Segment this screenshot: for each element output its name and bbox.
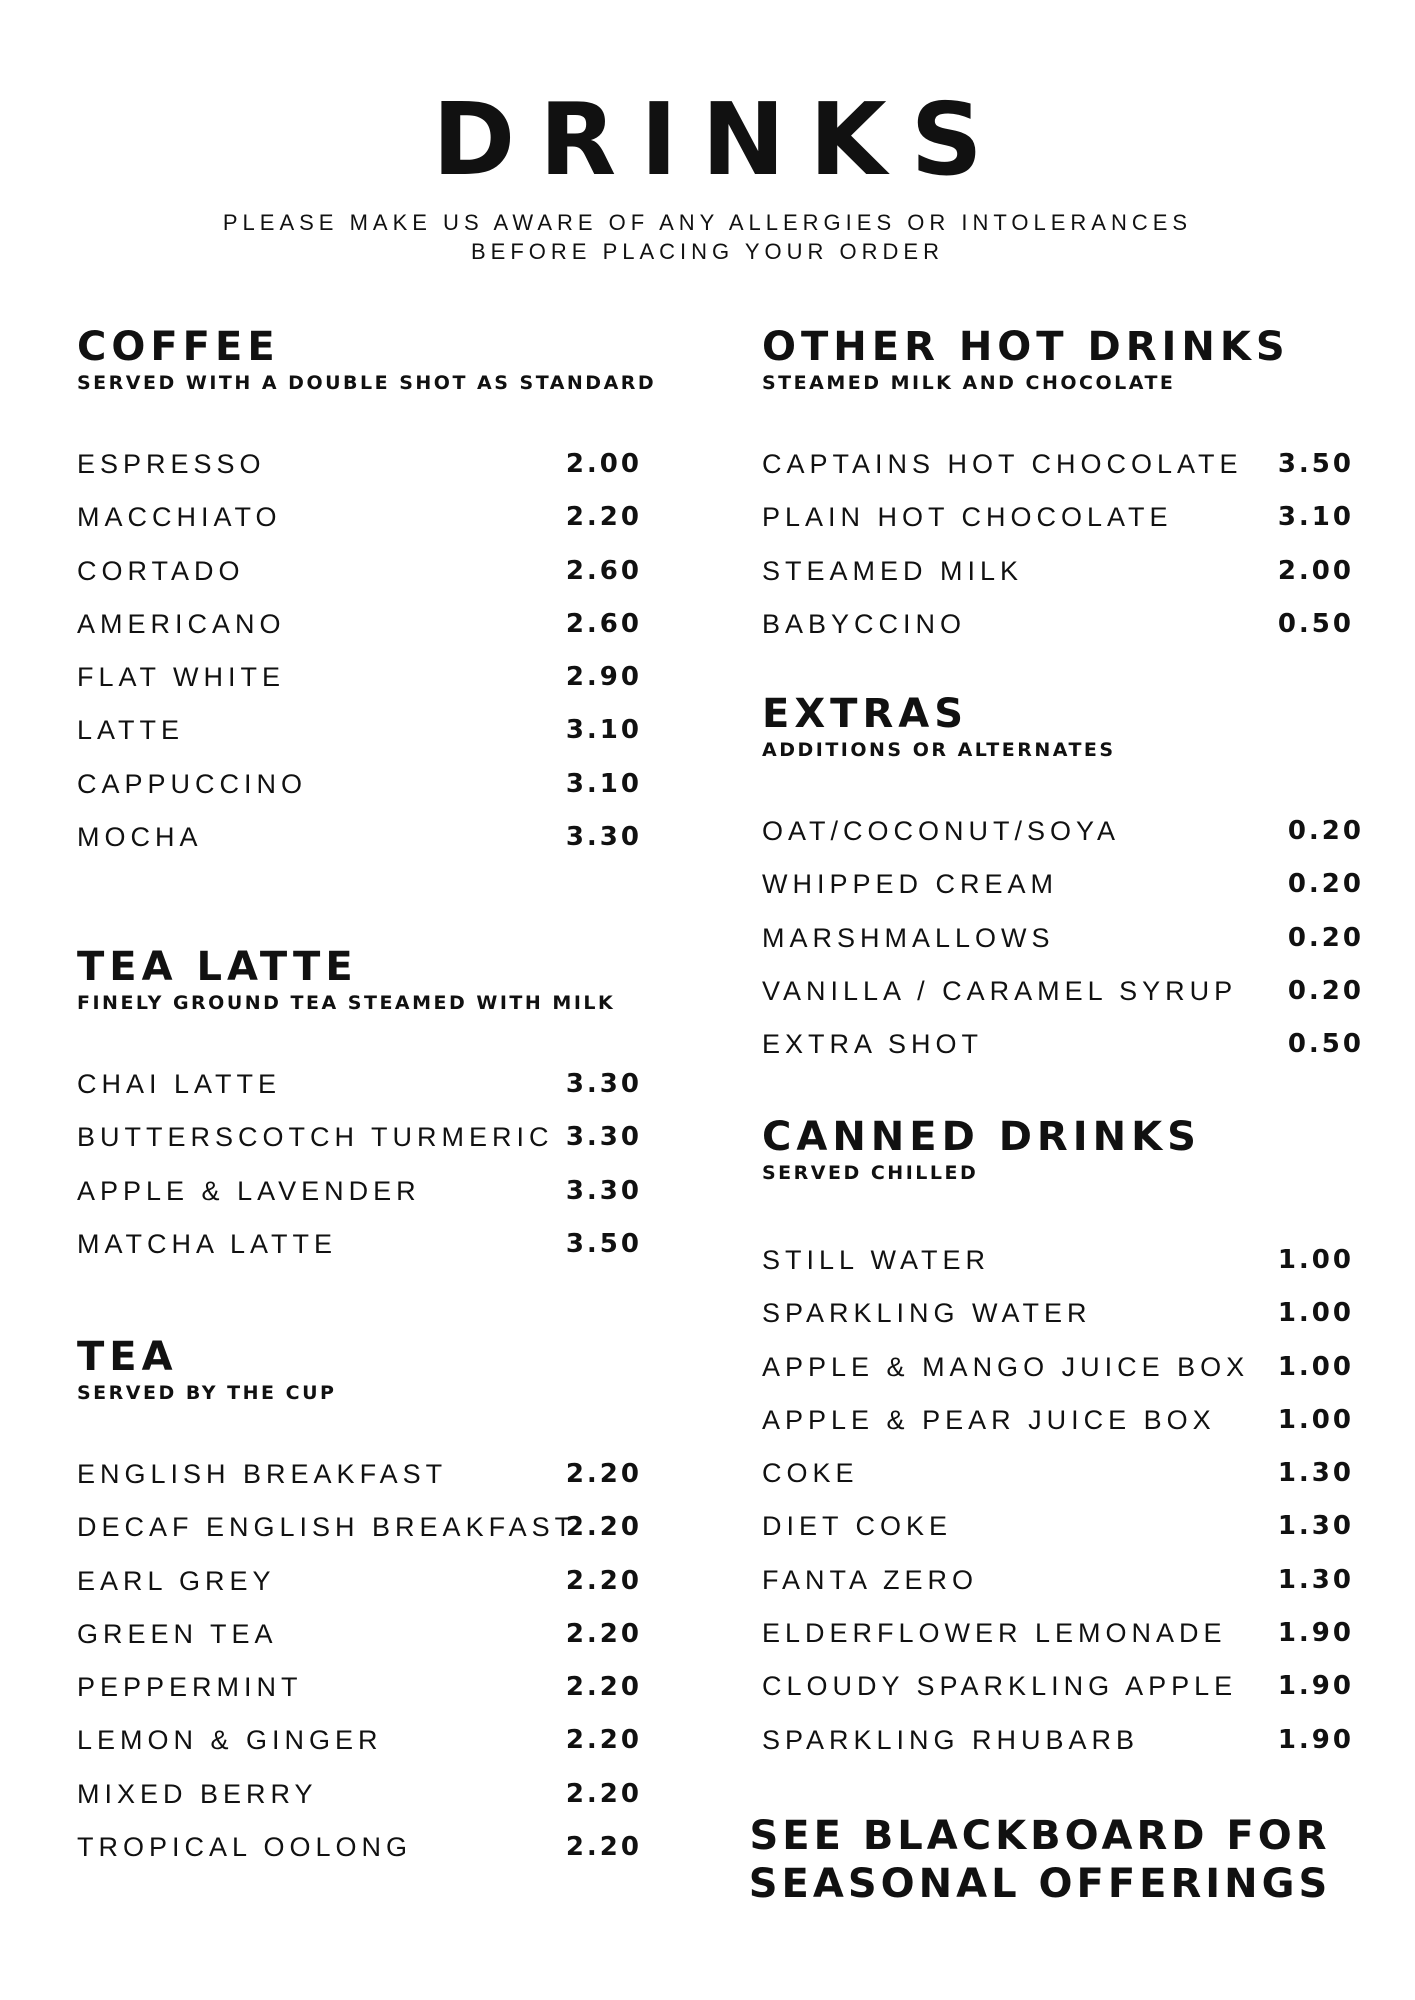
item-name: ESPRESSO [77,449,266,479]
item-name: FLAT WHITE [77,662,286,693]
section-subtitle: SERVED WITH A DOUBLE SHOT AS STANDARD [77,372,657,394]
menu-item [762,1456,1354,1509]
item-name: GREEN TEA [77,1618,278,1649]
item-name: AMERICANO [77,608,286,639]
item-name: LATTE [77,715,185,746]
menu-item [77,500,642,553]
menu-item [762,1403,1354,1456]
page-title: DRINKS [432,81,1007,198]
item-name: CLOUDY SPARKLING APPLE [762,1671,1238,1702]
item-price: 3.50 [565,1228,642,1259]
item-price: 1.00 [1277,1298,1354,1329]
item-price: 1.90 [1277,1724,1354,1755]
item-name: WHIPPED CREAM [762,869,1059,900]
menu-item [77,820,642,873]
item-price: 2.20 [565,1512,642,1543]
item-name: ENGLISH BREAKFAST [77,1459,448,1489]
section-canned-drinks [762,1113,1354,1776]
item-price: 2.20 [565,1565,642,1596]
item-name: MATCHA LATTE [77,1228,338,1259]
item-name: CHAI LATTE [77,1069,282,1099]
item-name: APPLE & PEAR JUICE BOX [762,1404,1216,1435]
item-price: 3.30 [565,1175,642,1206]
item-name: MOCHA [77,822,203,853]
menu-item [762,1723,1354,1776]
item-price: 1.00 [1277,1404,1354,1435]
item-name: EXTRA SHOT [762,1029,984,1060]
menu-item [77,1617,642,1670]
menu-item [762,1350,1354,1403]
allergy-notice: PLEASE MAKE US AWARE OF ANY ALLERGIES OR INTOLERANCES BEFORE PLACING YOUR ORDER [222,210,1193,264]
menu-item [762,1509,1354,1562]
item-price: 1.30 [1277,1458,1354,1489]
item-price: 2.20 [565,1672,642,1703]
section-subtitle: SERVED CHILLED [762,1162,979,1184]
item-price: 2.20 [565,502,642,533]
section-title: TEA [77,1334,178,1380]
item-name: VANILLA / CARAMEL SYRUP [762,975,1238,1006]
menu-item [77,554,642,607]
item-name: CAPTAINS HOT CHOCOLATE [762,449,1243,479]
item-price: 1.90 [1277,1671,1354,1702]
menu-item [77,1227,642,1280]
item-name: CAPPUCCINO [77,768,308,799]
item-price: 0.20 [1287,975,1364,1006]
section-tea [77,1333,642,1883]
menu-item [762,1243,1354,1296]
item-list [77,1067,642,1280]
section-coffee [77,323,657,873]
menu-item [77,1830,642,1883]
item-name: DECAF ENGLISH BREAKFAST [77,1512,577,1543]
menu-item [77,1457,642,1510]
item-name: APPLE & MANGO JUICE BOX [762,1351,1250,1382]
item-price: 2.90 [565,662,642,693]
item-name: ELDERFLOWER LEMONADE [762,1618,1227,1649]
item-price: 3.50 [1277,449,1354,479]
item-name: MACCHIATO [77,502,282,533]
item-list [762,1243,1354,1776]
item-price: 0.20 [1287,922,1364,953]
menu-item [77,1120,642,1173]
item-name: TROPICAL OOLONG [77,1832,413,1863]
menu-item [762,447,1354,500]
item-price: 1.00 [1277,1351,1354,1382]
item-price: 3.30 [565,1122,642,1153]
item-name: PLAIN HOT CHOCOLATE [762,502,1173,533]
menu-item [77,1670,642,1723]
menu-item [762,554,1354,607]
item-name: EARL GREY [77,1565,276,1596]
item-name: STEAMED MILK [762,555,1024,586]
item-name: MIXED BERRY [77,1778,318,1809]
menu-item [762,1616,1354,1669]
menu-item [762,1669,1354,1722]
item-price: 2.00 [565,449,642,479]
menu-item [77,607,642,660]
menu-item [762,974,1364,1027]
menu-item [762,921,1364,974]
menu-item [77,1067,642,1120]
section-tea-latte [77,943,642,1280]
menu-item [77,1723,642,1776]
item-list [77,447,642,873]
item-price: 2.20 [565,1459,642,1489]
section-other-hot-drinks [762,323,1354,660]
item-price: 0.20 [1287,869,1364,900]
section-title: EXTRAS [762,691,969,737]
section-title: COFFEE [77,324,280,370]
item-name: MARSHMALLOWS [762,922,1055,953]
menu-item [762,607,1354,660]
item-price: 3.30 [565,1069,642,1099]
menu-item [77,1174,642,1227]
menu-item [762,814,1364,867]
menu-item [762,867,1364,920]
item-name: SPARKLING RHUBARB [762,1724,1140,1755]
section-title: OTHER HOT DRINKS [762,324,1290,370]
item-price: 2.20 [565,1778,642,1809]
item-price: 2.20 [565,1618,642,1649]
item-price: 2.00 [1277,555,1354,586]
section-subtitle: FINELY GROUND TEA STEAMED WITH MILK [77,992,616,1014]
section-subtitle: STEAMED MILK AND CHOCOLATE [762,372,1176,394]
item-list [77,1457,642,1883]
item-name: FANTA ZERO [762,1564,979,1595]
item-price: 3.10 [1277,502,1354,533]
menu-item [77,1777,642,1830]
item-name: DIET COKE [762,1511,953,1542]
item-name: SPARKLING WATER [762,1298,1092,1329]
item-name: APPLE & LAVENDER [77,1175,421,1206]
item-price: 1.90 [1277,1618,1354,1649]
item-name: OAT/COCONUT/SOYA [762,816,1121,846]
item-name: PEPPERMINT [77,1672,303,1703]
seasonal-offerings-note: SEE BLACKBOARD FOR SEASONAL OFFERINGS [748,1813,1332,1907]
item-name: STILL WATER [762,1245,991,1275]
item-price: 0.50 [1277,608,1354,639]
item-name: LEMON & GINGER [77,1725,383,1756]
item-price: 0.20 [1287,816,1364,846]
menu-item [77,1564,642,1617]
item-price: 2.20 [565,1725,642,1756]
item-price: 2.60 [565,608,642,639]
item-price: 3.30 [565,822,642,853]
menu-item [77,447,642,500]
menu-item [762,1296,1354,1349]
item-name: CORTADO [77,555,245,586]
menu-item [762,1027,1364,1080]
item-name: BUTTERSCOTCH TURMERIC [77,1122,554,1153]
section-title: CANNED DRINKS [762,1114,1201,1160]
item-price: 3.10 [565,768,642,799]
item-price: 2.60 [565,555,642,586]
item-name: BABYCCINO [762,608,967,639]
section-subtitle: ADDITIONS OR ALTERNATES [762,739,1116,761]
section-subtitle: SERVED BY THE CUP [77,1382,337,1404]
item-price: 2.20 [565,1832,642,1863]
item-price: 1.00 [1277,1245,1354,1275]
item-price: 1.30 [1277,1564,1354,1595]
menu-item [77,660,642,713]
menu-item [77,767,642,820]
item-list [762,447,1354,660]
section-title: TEA LATTE [77,944,358,990]
menu-item [77,713,642,766]
section-extras [762,690,1364,1080]
menu-item [77,1510,642,1563]
item-list [762,814,1364,1080]
item-price: 3.10 [565,715,642,746]
menu-item [762,1563,1354,1616]
item-name: COKE [762,1458,859,1489]
item-price: 1.30 [1277,1511,1354,1542]
menu-item [762,500,1354,553]
item-price: 0.50 [1287,1029,1364,1060]
